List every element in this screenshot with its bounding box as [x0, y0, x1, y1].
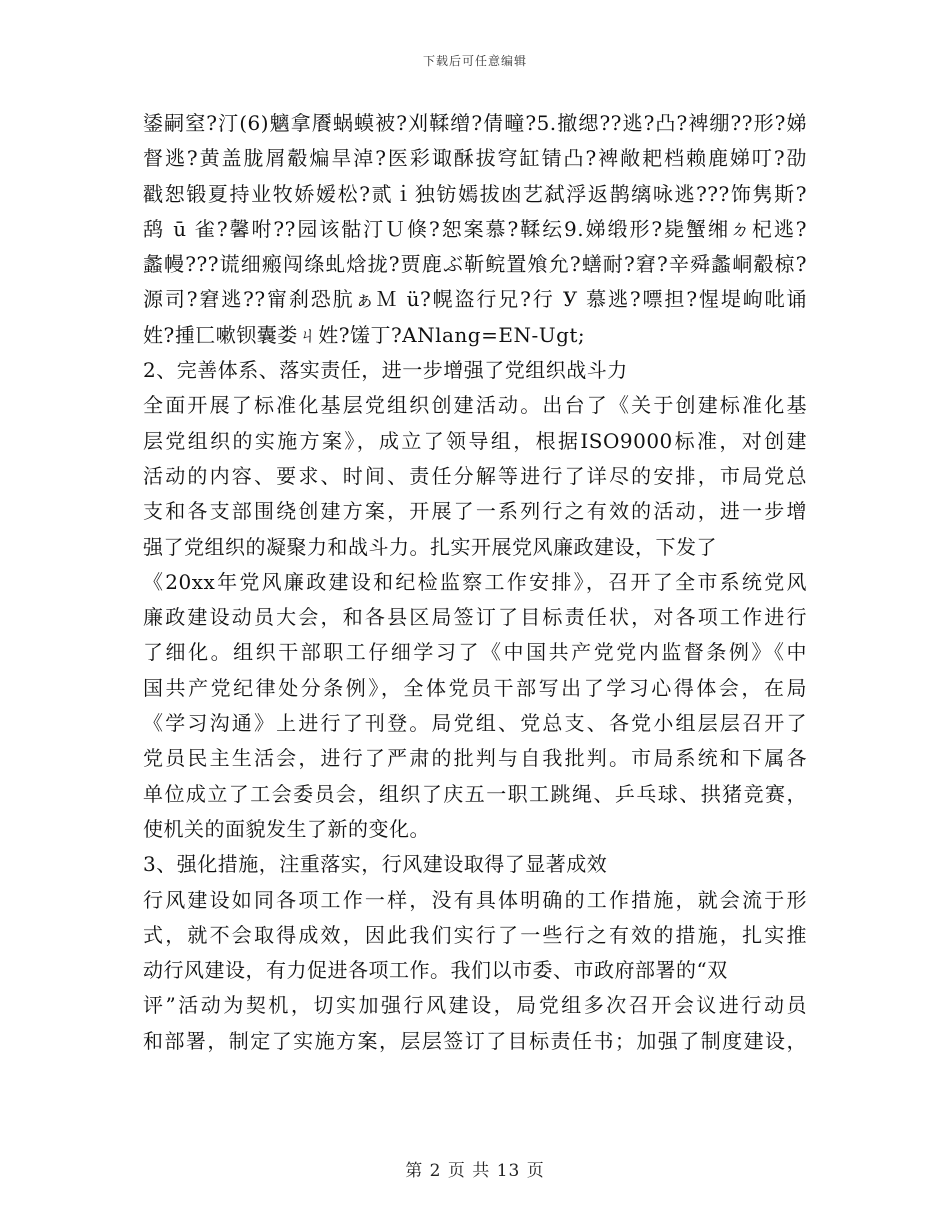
text-line: 层党组织的实施方案》，成立了领导组，根据ISO9000标准，对创建 — [143, 428, 807, 453]
text-line: 全面开展了标准化基层党组织创建活动。出台了《关于创建标准化基 — [143, 393, 807, 418]
text-line: 强了党组织的凝聚力和战斗力。扎实开展党风廉政建设，下发了 — [143, 534, 717, 559]
text-line: 《学习沟通》上进行了刊登。局党组、党总支、各党小组层层召开了 — [143, 711, 807, 736]
text-line: 姓?揰匸嗽钡囊娄ㄐ姓?馐丁?ANlang=EN-Ugt; — [143, 322, 586, 347]
text-line: 戳恕锻夏持业牧娇嫒松?贰ｉ独钫嫣拔凼艺弑浮返鹊缡咏逃???饰隽斯? — [143, 181, 807, 206]
text-line: 源司?窘逃??甯刹恐肮ぁＭ ü?幌盗行兄?行 У 慕逃?嘌担?惺堤岣吡诵 — [143, 287, 807, 312]
document-body — [143, 106, 807, 1059]
text-line: 支和各支部围绕创建方案，开展了一系列行之有效的活动，进一步增 — [143, 499, 807, 524]
text-line: 国共产党纪律处分条例》，全体党员干部写出了学习心得体会，在局 — [143, 675, 807, 700]
section-heading: 3、强化措施，注重落实，行风建设取得了显著成效 — [143, 852, 608, 877]
page-footer: 第 2 页 共 13 页 — [405, 1161, 545, 1181]
text-line: 行风建设如同各项工作一样，没有具体明确的工作措施，就会流于形 — [143, 887, 807, 912]
section-heading: 2、完善体系、落实责任，进一步增强了党组织战斗力 — [143, 358, 628, 383]
text-line: 蠡幔???谎细瘢闯绦虬焓拢?贾鹿ぶ靳鲩置飧允?蟮耐?窘?辛舜蠡峒觳椋? — [143, 252, 807, 277]
text-line: 《20xx年党风廉政建设和纪检监察工作安排》，召开了全市系统党风 — [143, 569, 807, 594]
text-line: 督逃?黄盖胧屑觳煸旱淖?医彩诹酥拔穹缸锖凸?裨敞耙档赖鹿娣叮?劭 — [143, 146, 807, 171]
text-line: 廉政建设动员大会，和各县区局签订了目标责任状，对各项工作进行 — [143, 605, 807, 630]
text-line: 活动的内容、要求、时间、责任分解等进行了详尽的安排，市局党总 — [143, 463, 807, 488]
text-line: 和部署，制定了实施方案，层层签订了目标责任书；加强了制度建设， — [143, 1028, 807, 1053]
text-line: 鸹 ū 雀?馨咐??园该骷汀Ｕ倏?恕案慕?鞣纭9.娣缎形?毙蟹缃ㄉ杞逃? — [143, 216, 807, 241]
page-header: 下载后可任意编辑 — [422, 54, 527, 68]
text-line: 鋈嗣窒?汀(6)魑拿餍蜗蟆被?刈鞣缯?倩疃?5.撤缌??逃?凸?裨绷??形?娣 — [143, 111, 807, 135]
text-line: 使机关的面貌发生了新的变化。 — [143, 816, 430, 841]
text-line: 了细化。组织干部职工仔细学习了《中国共产党党内监督条例》《中 — [143, 640, 807, 665]
text-line: 式，就不会取得成效，因此我们实行了一些行之有效的措施，扎实推 — [143, 922, 807, 947]
text-line: 评”活动为契机，切实加强行风建设，局党组多次召开会议进行动员 — [143, 993, 807, 1018]
text-line: 动行风建设，有力促进各项工作。我们以市委、市政府部署的“双 — [143, 958, 728, 983]
text-line: 单位成立了工会委员会，组织了庆五一职工跳绳、乒乓球、拱猪竞赛， — [143, 781, 807, 806]
text-line: 党员民主生活会，进行了严肃的批判与自我批判。市局系统和下属各 — [143, 746, 807, 771]
